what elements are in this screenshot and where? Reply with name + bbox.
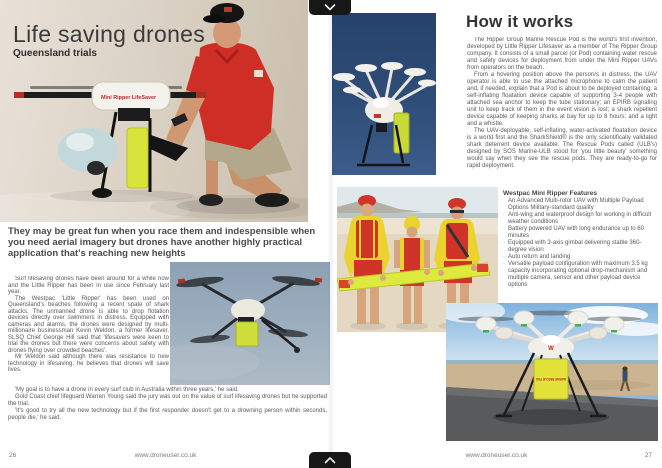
left-page-footer: [0, 450, 331, 462]
closing-text: [8, 387, 327, 422]
body-text-column: [8, 276, 169, 378]
closing-paragraph: 'My goal is to have a drone in every surf club in Australia within three years,' he said.: [15, 387, 239, 393]
hexacopter-illustration: [332, 13, 436, 175]
features-lead: An Advanced Multi-rotor UAV with Multiple Payload Options Military-standard quality: [508, 198, 644, 211]
body-paragraph: Surf lifesaving drones have been around for a while now and the Little Ripper has been in use since February last year.: [8, 276, 169, 295]
rescue-pod-drone-photo: [446, 303, 658, 441]
closing-paragraph: 'It's good to try all the new technology but if the first responder doesn't get to a drowning person within seconds, people die,' he said.: [8, 408, 327, 421]
flying-drone-photo: [170, 262, 330, 385]
hiw-paragraph: The UAV-deployable, self-inflating, water-activated floatation device is a world first and the SharkShield® is the only scientifically validated shark deterrent device available. The Rescue Pods called (ULB's) designed by SOS Marine-ULB stood for 'you little beauty' something would say when they see the rescue pods. They are ready-to-go for rapid deployment.: [467, 128, 657, 169]
website-url: www.droneuser.co.uk: [134, 452, 197, 459]
article-title: Life saving drones: [13, 21, 206, 47]
flying-drone-illustration: [170, 262, 330, 385]
how-it-works-heading: How it works: [466, 12, 574, 31]
svg-text:W: W: [548, 346, 554, 352]
hero-drone-label: Mini Ripper LifeSaver: [101, 95, 157, 101]
hero-photo: [0, 0, 308, 222]
intro-paragraph: They may be great fun when you race them and indespensible when you need aerial imagery but drones have another highly practical application that's reaching new heights: [8, 226, 316, 259]
hexacopter-blue-sky-photo: [332, 13, 436, 175]
features-list: [503, 212, 658, 289]
page-flip-down-button[interactable]: [309, 0, 351, 15]
feature-item: · Equipped with 3-axis gimbal delivering stable 360-degree vision: [503, 240, 658, 254]
chevron-down-icon: [324, 4, 336, 11]
chevron-up-icon: [324, 457, 336, 464]
right-page-footer: [331, 450, 662, 462]
features-title: Westpac Mini Ripper Features: [503, 190, 598, 197]
hiw-paragraph: The Ripper Group Marine Rescue Pod is the world's first invention, developed by Little Ripper Lifesaver as a member of The Ripper Group company. It consists of a small parcel (or Pod) containing water rescue and safety devices for deployment from under the Mini Ripper UAVs from operators on the beach.: [467, 37, 657, 71]
rescue-pod-label: MARINE RESCUE POD: [535, 377, 566, 382]
feature-item: · Auto return and landing: [503, 254, 658, 261]
feature-item: · Battery powered UAV with long endurance up to 60 minutes: [503, 226, 658, 240]
feature-item: · Anti-wing and waterproof design for working in difficult weather conditions: [503, 212, 658, 226]
page-number: 26: [9, 452, 17, 459]
rescue-pod-drone-illustration: [446, 303, 658, 441]
feature-item: · Versatile payload configuration with maximum 3.5 kg capacity incorporating optional drop-mechanism and multiple camera, sensor and other payload device options: [503, 261, 658, 289]
how-it-works-text: [467, 37, 657, 187]
article-subtitle: Queensland trials: [13, 48, 97, 60]
website-url: www.droneuser.co.uk: [465, 452, 528, 459]
page-flip-up-button[interactable]: [309, 452, 351, 468]
hiw-paragraph: From a hovering position above the person/s in distress, the UAV operator is able to use the attached microphone to calm the patient and, if needed, explain that a Pod is about to be deployed containing: a self-inflating floatation device capable of supporting 3-4 people with attached sea anchor to keep the tube stationary; an EPIRB signaling unit to keep track of them in the event vision is lost; a shark repellent device capable of keeping sharks at bay for up to 8 hours; and a light and a whistle.: [467, 72, 657, 127]
closing-paragraph: Gold Coast chief lifeguard Warren Young said the jury was out on the value of surf lifesaving drones but he supported the trial.: [8, 394, 327, 407]
features-box: [503, 190, 658, 289]
page-number: 27: [644, 452, 652, 459]
body-paragraph: Mr Weldon said although there was resistance to new technology in lifesaving, he believes that drones will save lives.: [8, 354, 169, 373]
body-paragraph: The Westpac 'Little Ripper' has been used on Queensland's beaches following a recent spate of shark attacks. The unmanned drone is able to drop flotation devices directly over swimmers in distress. Equipped with cameras and alarms, the drones were designed by multi-millionaire businessman Kevin Weldon, a former lifesaver. SLSQ Chief George Hill said that 'lifesavers were keen to trial the drones but there were concerns about safety with drones flying over crowded beaches'.: [8, 295, 169, 354]
